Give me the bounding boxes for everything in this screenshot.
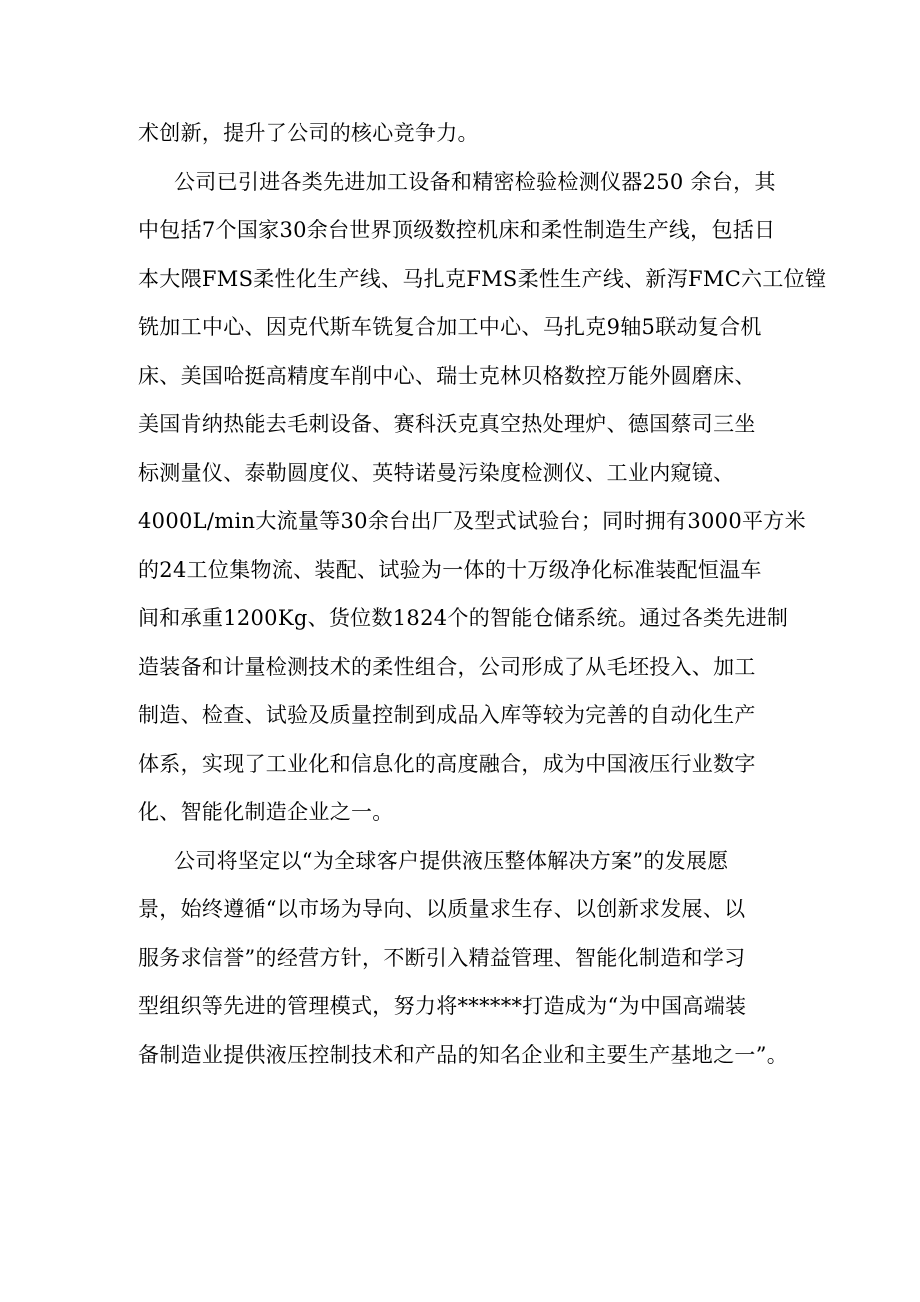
text-line: 体系，实现了工业化和信息化的高度融合，成为中国液压行业数字: [138, 752, 756, 776]
text-line: 标测量仪、泰勒圆度仪、英特诺曼污染度检测仪、工业内窥镜、: [138, 461, 735, 485]
text-line: 公司将坚定以“为全球客户提供液压整体解决方案”的发展愿: [174, 849, 729, 873]
text-line: 美国肯纳热能去毛刺设备、赛科沃克真空热处理炉、德国蔡司三坐: [138, 412, 756, 436]
text-line: 型组织等先进的管理模式，努力将******打造成为“为中国高端装: [138, 994, 747, 1018]
text-line: 服务求信誉”的经营方针，不断引入精益管理、智能化制造和学习: [138, 946, 746, 970]
text-line: 制造、检查、试验及质量控制到成品入库等较为完善的自动化生产: [138, 703, 756, 727]
text-line: 造装备和计量检测技术的柔性组合，公司形成了从毛坯投入、加工: [138, 655, 756, 679]
text-line: 的24工位集物流、装配、试验为一体的十万级净化标准装配恒温车: [138, 558, 762, 582]
text-line: 本大隈FMS柔性化生产线、马扎克FMS柔性生产线、新泻FMC六工位镗: [138, 267, 827, 291]
text-line: 中包括7个国家30余台世界顶级数控机床和柔性制造生产线，包括日: [138, 218, 776, 242]
text-line: 床、美国哈挺高精度车削中心、瑞士克林贝格数控万能外圆磨床、: [138, 364, 756, 388]
text-line: 景，始终遵循“以市场为导向、以质量求生存、以创新求发展、以: [138, 897, 746, 921]
text-line: 备制造业提供液压控制技术和产品的知名企业和主要生产基地之一”。: [138, 1043, 789, 1067]
text-line: 4000L/min大流量等30余台出厂及型式试验台；同时拥有3000平方米: [138, 509, 806, 533]
text-line: 化、智能化制造企业之一。: [138, 800, 394, 824]
text-line: 铣加工中心、因克代斯车铣复合加工中心、马扎克9轴5联动复合机: [138, 315, 762, 339]
text-line: 间和承重1200Kg、货位数1824个的智能仓储系统。通过各类先进制: [138, 606, 789, 630]
text-line: 公司已引进各类先进加工设备和精密检验检测仪器250 余台，其: [174, 170, 776, 194]
text-line: 术创新，提升了公司的核心竞争力。: [138, 121, 479, 145]
